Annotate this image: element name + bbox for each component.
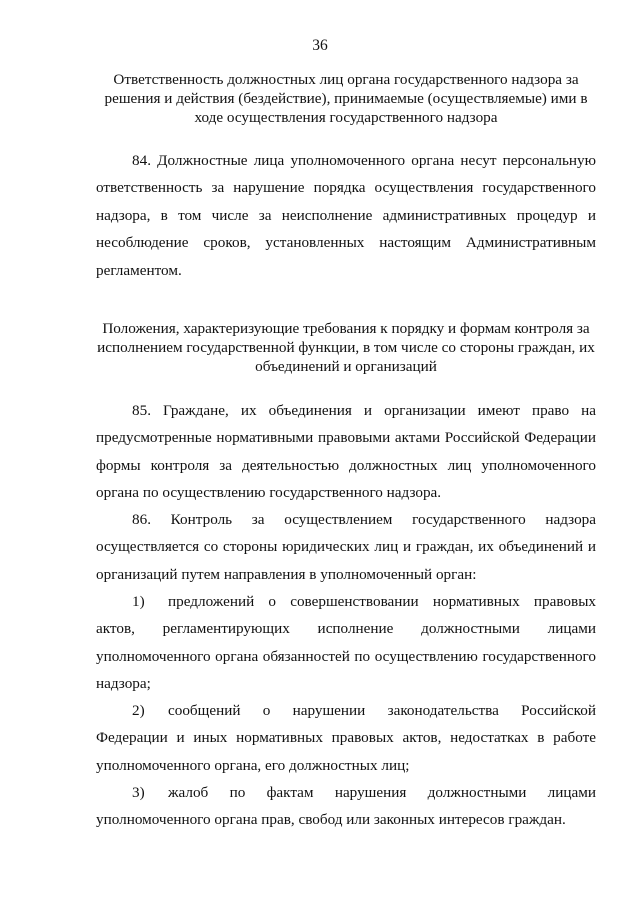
paragraph-84: 84. Должностные лица уполномоченного органа несут персональную ответственность за нарушение порядка осуществления государственного надзора, в том числе за неисполнение административных процедур и несоблюдение сроков, установленных настоящим Административным регламентом. <box>96 152 596 279</box>
list-item-number: 3) <box>132 784 145 801</box>
list-item-number: 1) <box>132 593 145 610</box>
list-item-text: жалоб по фактам нарушения должностными лицами уполномоченного органа прав, свобод или законных интересов граждан. <box>96 784 596 829</box>
list-item-number: 2) <box>132 702 145 719</box>
list-item-text: предложений о совершенствовании нормативных правовых актов, регламентирующих исполнение должностными лицами уполномоченного органа обязанностей по осуществлению государственного надзора; <box>96 593 596 693</box>
paragraph-85: 85. Граждане, их объединения и организации имеют право на предусмотренные нормативными правовыми актами Российской Федерации формы контроля за деятельностью должностных лиц уполномоченного органа по осуществлению государственного надзора. <box>96 402 596 502</box>
paragraph-86: 86. Контроль за осуществлением государственного надзора осуществляется со стороны юридических лиц и граждан, их объединений и организаций путем направления в уполномоченный орган: <box>96 511 596 583</box>
list-item <box>96 697 596 779</box>
list-item-text: сообщений о нарушении законодательства Российской Федерации и иных нормативных правовых актов, недостатках в работе уполномоченного органа, его должностных лиц; <box>96 702 596 774</box>
page-number: 36 <box>312 37 328 54</box>
list-item <box>96 588 596 698</box>
list-item <box>96 779 596 834</box>
section-heading-control: Положения, характеризующие требования к порядку и формам контроля за исполнением государственной функции, в том числе со стороны граждан, их объединений и организаций <box>97 320 595 375</box>
section-heading-responsibility: Ответственность должностных лиц органа государственного надзора за решения и действия (бездействие), принимаемые (осуществляемые) ими в ходе осуществления государственного надзора <box>104 71 588 126</box>
